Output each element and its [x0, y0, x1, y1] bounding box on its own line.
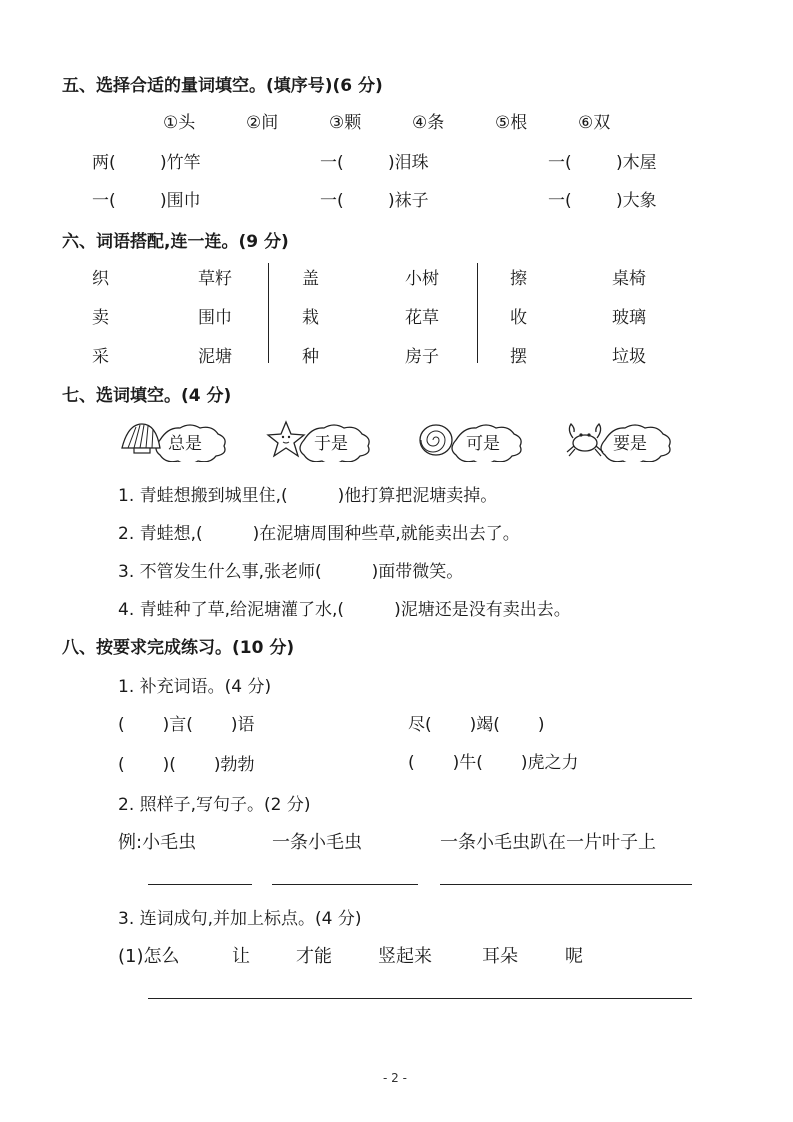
- option-1: ①头: [163, 113, 196, 133]
- word-card-yushi: [262, 418, 382, 462]
- sentence-part: )泥塘还是没有卖出去。: [394, 600, 571, 620]
- blank-suffix: )木屋: [616, 153, 657, 173]
- idiom-2: [408, 710, 545, 735]
- blank-suffix: )围巾: [160, 191, 201, 211]
- option-2: ②间: [246, 113, 279, 133]
- option-5: ⑤根: [495, 113, 528, 133]
- match-right-word[interactable]: 草籽: [198, 269, 232, 289]
- example-1: 例:小毛虫: [118, 832, 197, 853]
- blank-prefix: 一(: [92, 191, 116, 211]
- scrambled-word: 才能: [296, 946, 332, 967]
- match-left-word[interactable]: 盖: [302, 269, 319, 289]
- section-8-title: 八、按要求完成练习。(10 分): [62, 638, 295, 658]
- scrambled-word: 竖起来: [378, 946, 432, 967]
- word-card-keshi: [414, 418, 534, 462]
- match-left-word[interactable]: 擦: [510, 269, 527, 289]
- match-left-word[interactable]: 织: [92, 269, 109, 289]
- match-left-word[interactable]: 种: [302, 347, 319, 367]
- blank-prefix: 一(: [320, 153, 344, 173]
- sentence-part: 3. 不管发生什么事,张老师(: [118, 562, 322, 582]
- scrambled-word: (1)怎么: [118, 946, 180, 967]
- match-right-word[interactable]: 围巾: [198, 308, 232, 328]
- match-right-word[interactable]: 小树: [405, 269, 439, 289]
- example-3: 一条小毛虫趴在一片叶子上: [440, 832, 656, 853]
- match-right-word[interactable]: 垃圾: [612, 347, 646, 367]
- answer-line[interactable]: [148, 998, 692, 999]
- idiom-part: )虎之力: [520, 753, 579, 773]
- blank-suffix: )袜子: [388, 191, 429, 211]
- idiom-part: ): [537, 715, 545, 735]
- match-right-word[interactable]: 桌椅: [612, 269, 646, 289]
- blank-suffix: )泪珠: [388, 153, 429, 173]
- match-left-word[interactable]: 摆: [510, 347, 527, 367]
- blank-prefix: 一(: [320, 191, 344, 211]
- word-label: 于是: [314, 434, 348, 454]
- blank-prefix: 两(: [92, 153, 116, 173]
- fill-sentence-4: [118, 595, 571, 620]
- scrambled-word: 让: [232, 946, 250, 967]
- option-4: ④条: [412, 113, 445, 133]
- idiom-4: [408, 748, 579, 773]
- blank-prefix: 一(: [548, 191, 572, 211]
- fill-sentence-3: [118, 557, 463, 582]
- option-3: ③颗: [329, 113, 362, 133]
- idiom-part: (: [408, 753, 415, 773]
- scrambled-word: 呢: [565, 946, 583, 967]
- idiom-part: )言(: [162, 715, 193, 735]
- match-right-word[interactable]: 泥塘: [198, 347, 232, 367]
- idiom-part: )语: [230, 715, 255, 735]
- answer-line[interactable]: [148, 884, 252, 885]
- idiom-part: (: [118, 715, 125, 735]
- group-divider: [477, 263, 478, 363]
- idiom-part: (: [118, 755, 125, 775]
- fill-sentence-1: [118, 481, 497, 506]
- match-right-word[interactable]: 花草: [405, 308, 439, 328]
- blank-suffix: )竹竿: [160, 153, 201, 173]
- idiom-part: )牛(: [452, 753, 483, 773]
- option-6: ⑥双: [578, 113, 611, 133]
- idiom-part: )勃勃: [213, 755, 255, 775]
- idiom-part: )(: [162, 755, 176, 775]
- match-left-word[interactable]: 收: [510, 308, 527, 328]
- blank-prefix: 一(: [548, 153, 572, 173]
- idiom-3: [118, 750, 255, 775]
- q3-title: 3. 连词成句,并加上标点。(4 分): [118, 909, 362, 929]
- match-left-word[interactable]: 栽: [302, 308, 319, 328]
- match-right-word[interactable]: 房子: [405, 347, 439, 367]
- answer-line[interactable]: [440, 884, 692, 885]
- match-left-word[interactable]: 卖: [92, 308, 109, 328]
- match-left-word[interactable]: 采: [92, 347, 109, 367]
- sentence-part: 2. 青蛙想,(: [118, 524, 203, 544]
- sentence-part: 1. 青蛙想搬到城里住,(: [118, 486, 288, 506]
- word-label: 总是: [168, 434, 202, 454]
- word-card-yaoshi: [563, 418, 683, 462]
- section-5-title: 五、选择合适的量词填空。(填序号)(6 分): [62, 76, 383, 96]
- sentence-part: )他打算把泥塘卖掉。: [337, 486, 498, 506]
- q1-title: 1. 补充词语。(4 分): [118, 677, 272, 697]
- q2-title: 2. 照样子,写句子。(2 分): [118, 795, 311, 815]
- idiom-part: )竭(: [469, 715, 500, 735]
- blank-suffix: )大象: [616, 191, 657, 211]
- sentence-part: 4. 青蛙种了草,给泥塘灌了水,(: [118, 600, 345, 620]
- example-2: 一条小毛虫: [272, 832, 362, 853]
- section-6-title: 六、词语搭配,连一连。(9 分): [62, 232, 289, 252]
- section-7-title: 七、选词填空。(4 分): [62, 386, 232, 406]
- answer-line[interactable]: [272, 884, 418, 885]
- group-divider: [268, 263, 269, 363]
- idiom-1: [118, 710, 255, 735]
- scrambled-word: 耳朵: [482, 946, 518, 967]
- sentence-part: )在泥塘周围种些草,就能卖出去了。: [252, 524, 520, 544]
- word-label: 可是: [466, 434, 500, 454]
- fill-sentence-2: [118, 519, 520, 544]
- sentence-part: )面带微笑。: [371, 562, 464, 582]
- word-label: 要是: [613, 434, 647, 454]
- match-right-word[interactable]: 玻璃: [612, 308, 646, 328]
- idiom-part: 尽(: [408, 715, 432, 735]
- word-card-zongshi: [118, 418, 238, 462]
- page-number: - 2 -: [383, 1071, 407, 1085]
